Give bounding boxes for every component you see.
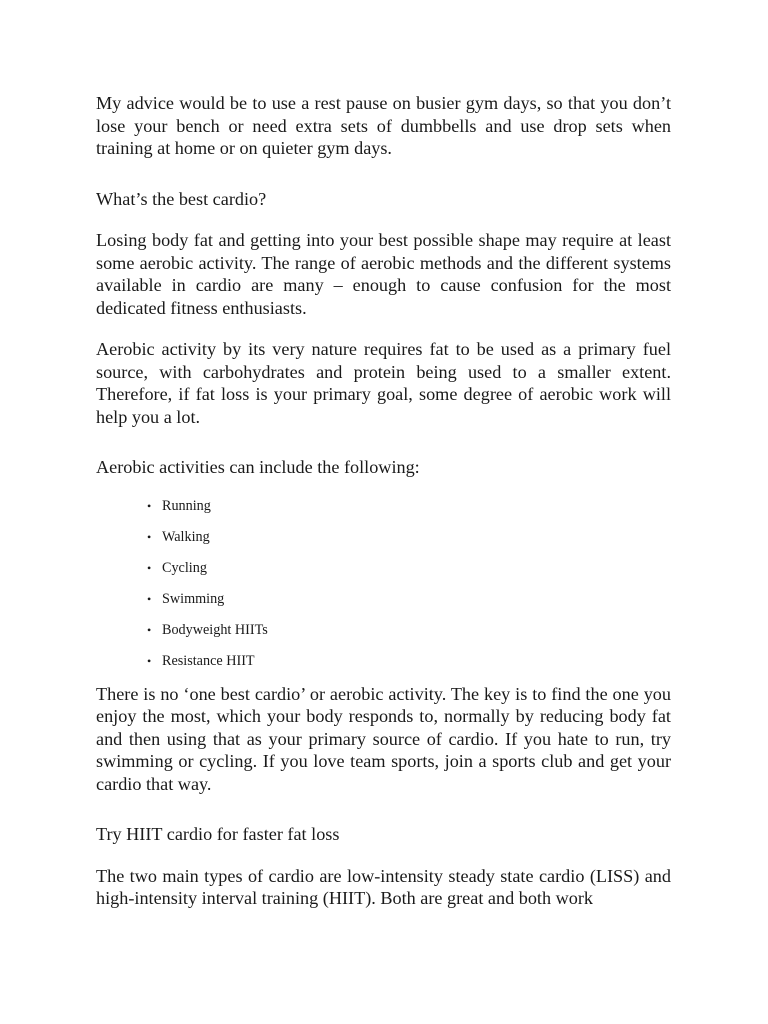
bullet-icon: • (147, 529, 152, 544)
heading-hiit-cardio: Try HIIT cardio for faster fat loss (96, 824, 340, 844)
paragraph-two-main-types: The two main types of cardio are low-intensity steady state cardio (LISS) and high-intensity interval training (HIIT). Both are great and both work (96, 865, 671, 908)
bullet-icon: • (147, 591, 152, 606)
heading-aerobic-activities: Aerobic activities can include the following: (96, 457, 420, 477)
bullet-icon: • (147, 498, 152, 513)
paragraph-losing-body-fat: Losing body fat and getting into your best possible shape may require at least some aerobic activity. The range of aerobic methods and the different systems available in cardio are many – enough to cause confusion for the most dedicated fitness enthusiasts. (96, 230, 671, 318)
paragraph-rest-pause-advice: My advice would be to use a rest pause on busier gym days, so that you don’t lose your bench or need extra sets of dumbbells and use drop sets when training at home or on quieter gym days. (96, 93, 671, 158)
list-item: • Bodyweight HIITs (147, 621, 268, 638)
list-item: • Swimming (147, 590, 225, 607)
heading-best-cardio: What’s the best cardio? (96, 188, 267, 209)
bullet-icon: • (147, 560, 152, 575)
paragraph-aerobic-nature: Aerobic activity by its very nature requires fat to be used as a primary fuel source, with carbohydrates and protein being used to a smaller extent. Therefore, if fat loss is your primary goal, some degree of aerobic work will help you a lot. (96, 339, 671, 427)
bullet-icon: • (147, 653, 152, 668)
list-item: • Running (147, 497, 211, 514)
aerobic-activities-list (96, 497, 671, 670)
list-item: • Cycling (147, 559, 207, 576)
document-page (96, 92, 671, 910)
list-item: • Walking (147, 528, 210, 545)
list-item: • Resistance HIIT (147, 652, 255, 669)
bullet-icon: • (147, 622, 152, 637)
paragraph-no-one-best-cardio: There is no ‘one best cardio’ or aerobic activity. The key is to find the one you enjoy the most, which your body responds to, normally by reducing body fat and then using that as your primary source of cardio. If you hate to run, try swimming or cycling. If you love team sports, join a sports club and get your cardio that way. (96, 683, 671, 794)
